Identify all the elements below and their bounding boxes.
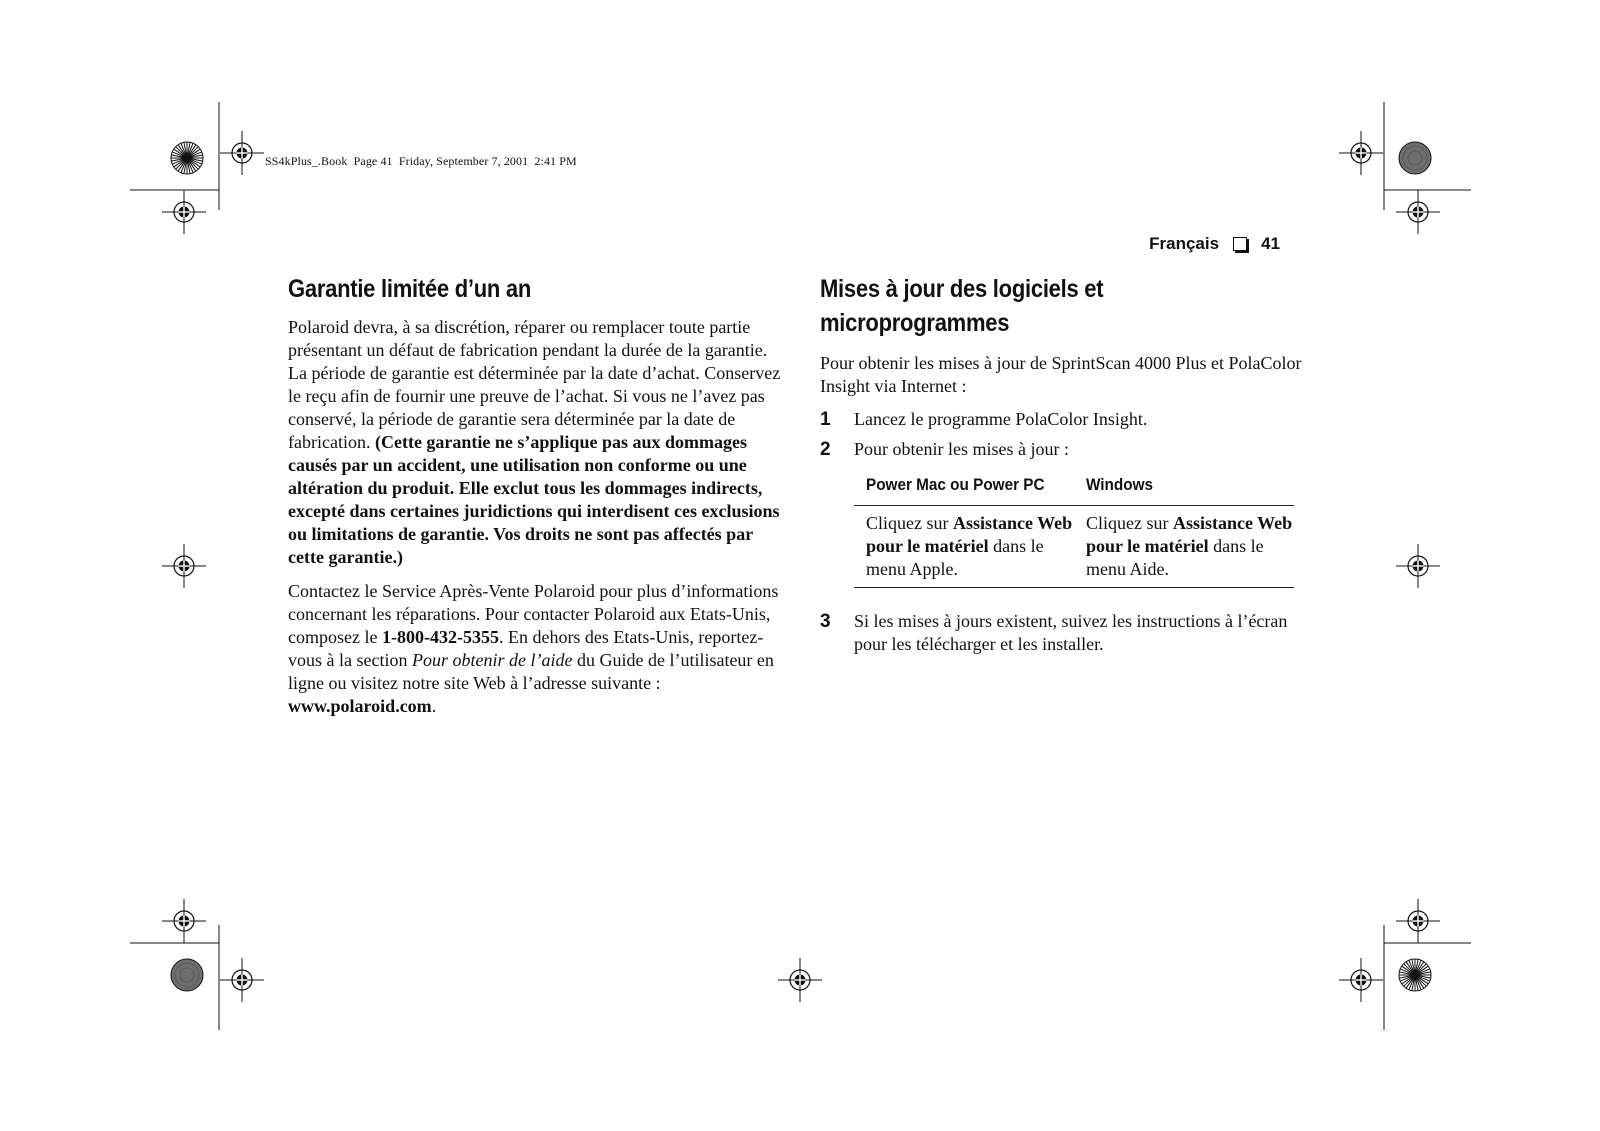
running-header	[1149, 234, 1280, 254]
windows-menu-item: Assistance Web pour le matériel	[1086, 513, 1293, 556]
warranty-title: Garantie limitée d’un an	[288, 275, 532, 303]
step-number: 2	[820, 439, 831, 460]
table-header-row	[854, 475, 1294, 506]
phone-number: 1-800-432-5355	[381, 627, 499, 647]
windows-instruction-cell: Cliquez sur Assistance Web pour le matériel dans le menu Aide.	[1074, 506, 1294, 588]
contact-text-b: . En dehors des Etats-Unis, reportez-vous à la section	[288, 627, 764, 670]
platform-table-wrap	[854, 475, 1294, 588]
warranty-section	[288, 272, 784, 729]
step-number: 1	[820, 409, 831, 430]
square-bullet-icon	[1233, 237, 1247, 251]
contact-text-end: .	[431, 696, 437, 716]
step-text: Lancez le programme PolaColor Insight.	[854, 409, 1148, 429]
mac-instruction-cell: Cliquez sur Assistance Web pour le matériel dans le menu Apple.	[854, 506, 1074, 588]
mac-menu-item: Assistance Web pour le matériel	[866, 513, 1073, 556]
contact-paragraph	[288, 580, 784, 718]
contact-text-a: Contactez le Service Après-Vente Polaroid pour plus d’informations concernant les réparations. Pour contacter Polaroid aux Etats-Unis, composez le	[288, 581, 779, 647]
page-number: 41	[1261, 234, 1280, 253]
table-row	[854, 506, 1294, 588]
step-item	[820, 408, 1320, 431]
updates-title-line1: Mises à jour des logiciels et	[820, 275, 1104, 303]
warranty-exclusions: (Cette garantie ne s’applique pas aux dommages causés par un accident, une utilisation non conforme ou une altération du produit. Elle exclut tous les dommages indirects, excepté dans certaines juridictions qui interdisent ces exclusions ou limitations de garantie. Vos droits ne sont pas affectés par cette garantie.)	[288, 432, 780, 567]
print-slug: SS4kPlus_.Book Page 41 Friday, September 7, 2001 2:41 PM	[265, 154, 577, 168]
header-language: Français	[1149, 234, 1220, 253]
steps-list	[820, 408, 1320, 461]
updates-section	[820, 272, 1320, 663]
platform-table	[854, 475, 1294, 588]
website-url: www.polaroid.com	[288, 696, 432, 716]
step-item	[820, 610, 1320, 656]
help-section-reference: Pour obtenir de l’aide	[411, 650, 573, 670]
warranty-paragraph	[288, 316, 784, 569]
updates-title	[820, 272, 1260, 340]
contact-text-c: du Guide de l’utilisateur en ligne ou visitez notre site Web à l’adresse suivante :	[288, 650, 774, 693]
step-text: Si les mises à jours existent, suivez les instructions à l’écran pour les télécharger et les installer.	[854, 611, 1288, 654]
updates-intro: Pour obtenir les mises à jour de SprintScan 4000 Plus et PolaColor Insight via Internet :	[820, 353, 1302, 396]
steps-list-continued	[820, 610, 1320, 656]
step-item	[820, 438, 1320, 461]
column-header-windows: Windows	[1074, 475, 1294, 506]
warranty-text: Polaroid devra, à sa discrétion, réparer ou remplacer toute partie présentant un défaut de fabrication pendant la durée de la garantie. La période de garantie est déterminée par la date d’achat. Conservez le reçu afin de fournir une preuve de l’achat. Si vous ne l’avez pas conservé, la période de garantie sera déterminée par la date de fabrication.	[288, 317, 781, 452]
column-header-mac: Power Mac ou Power PC	[854, 475, 1074, 506]
updates-title-line2: microprogrammes	[820, 309, 1010, 337]
step-number: 3	[820, 611, 831, 632]
step-text: Pour obtenir les mises à jour :	[854, 439, 1069, 459]
